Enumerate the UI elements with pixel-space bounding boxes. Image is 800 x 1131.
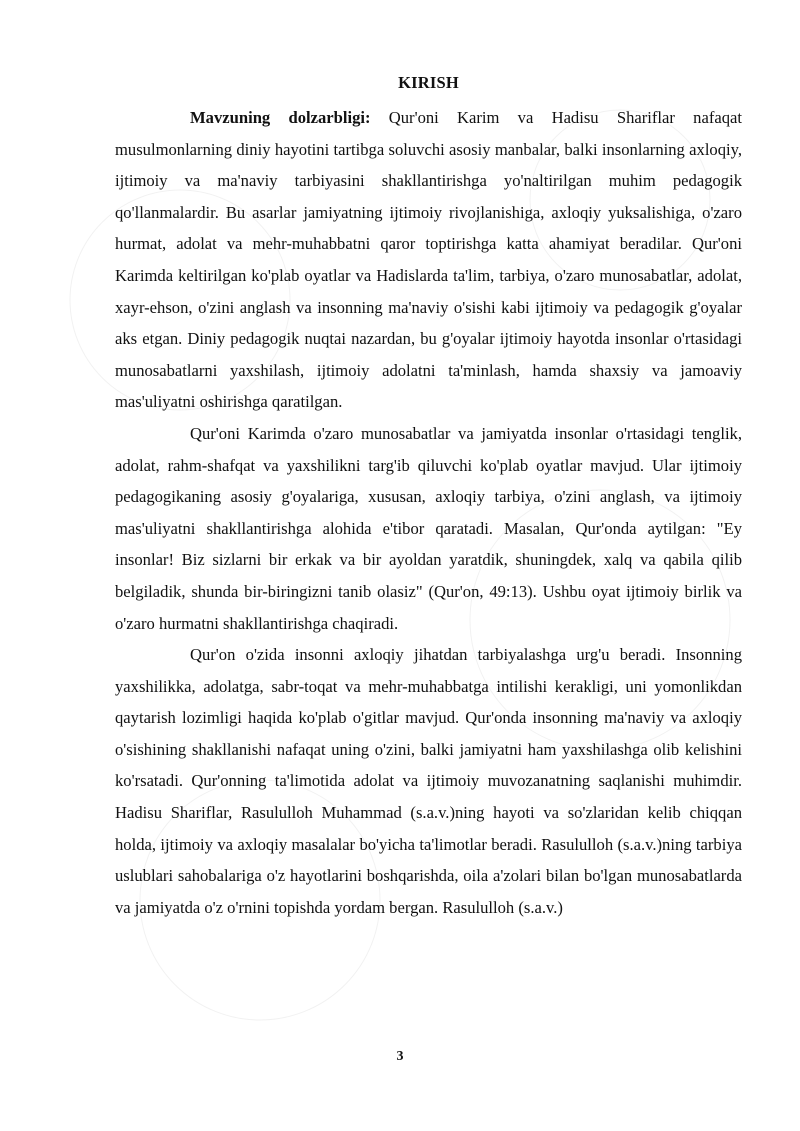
- paragraph-quran-relations: [115, 418, 742, 639]
- document-body: [115, 73, 742, 923]
- paragraph-text: Qur'on o'zida insonni axloqiy jihatdan tarbiyalashga urg'u beradi. Insonning yaxshilikka, adolatga, sabr-toqat va mehr-muhabbatga intilishi kerakligi, uni yomonlikdan qaytarish lozimligi haqida ko'plab o'gitlar mavjud. Qur'onda insonning ma'naviy va axloqiy o'sishining shakllanishi nafaqat uning o'zini, balki jamiyatni ham yaxshilashga olib kelishini ko'rsatadi. Qur'onning ta'limotida adolat va ijtimoiy muvozanatning saqlanishi muhimdir. Hadisu Shariflar, Rasululloh Muhammad (s.a.v.)ning hayoti va so'zlaridan kelib chiqqan holda, ijtimoiy va axloqiy masalalar bo'yicha ta'limotlar beradi. Rasululloh (s.a.v.)ning tarbiya uslublari sahobalariga o'z hayotlarini boshqarishda, oila a'zolari bilan bo'lgan munosabatlarda va jamiyatda o'z o'rnini topishda yordam bergan. Rasululloh (s.a.v.): [115, 645, 742, 917]
- paragraph-relevance: [115, 102, 742, 418]
- page-number: 3: [396, 1049, 404, 1064]
- paragraph-text: Qur'oni Karim va Hadisu Shariflar nafaqat musulmonlarning diniy hayotini tartibga soluvchi asosiy manbalar, balki insonlarning axloqiy, ijtimoiy va ma'naviy tarbiyasini shakllantirishga yo'naltirilgan muhim pedagogik qo'llanmalardir. Bu asarlar jamiyatning ijtimoiy rivojlanishiga, axloqiy yuksalishiga, o'zaro hurmat, adolat va mehr-muhabbatni qaror toptirishga katta ahamiyat beradilar. Qur'oni Karimda keltirilgan ko'plab oyatlar va Hadislarda ta'lim, tarbiya, o'zaro munosabatlar, adolat, xayr-ehson, o'zini anglash va insonning ma'naviy o'sishi kabi ijtimoiy va pedagogik g'oyalar aks etgan. Diniy pedagogik nuqtai nazardan, bu g'oyalar ijtimoiy hayotda insonlar o'rtasidagi munosabatlarni yaxshilash, ijtimoiy adolatni ta'minlash, hamda shaxsiy va jamoaviy mas'uliyatni oshirishga qaratilgan.: [115, 108, 742, 412]
- paragraph-text: Qur'oni Karimda o'zaro munosabatlar va jamiyatda insonlar o'rtasidagi tenglik, adolat, rahm-shafqat va yaxshilikni targ'ib qiluvchi ko'plab oyatlar mavjud. Ular ijtimoiy pedagogikaning asosiy g'oyalariga, xususan, axloqiy tarbiya, o'zini anglash, va ijtimoiy mas'uliyatni shakllantirishga alohida e'tibor qaratadi. Masalan, Qur'onda aytilgan: "Ey insonlar! Biz sizlarni bir erkak va bir ayoldan yaratdik, shuningdek, xalq va qabila qilib belgiladik, shunda bir-biringizni tanib olasiz" (Qur'on, 49:13). Ushbu oyat ijtimoiy birlik va o'zaro hurmatni shakllantirishga chaqiradi.: [115, 423, 742, 633]
- paragraph-moral-upbringing: [115, 639, 742, 923]
- paragraph-lead: Mavzuning dolzarbligi:: [190, 108, 371, 127]
- section-title: KIRISH: [398, 73, 459, 92]
